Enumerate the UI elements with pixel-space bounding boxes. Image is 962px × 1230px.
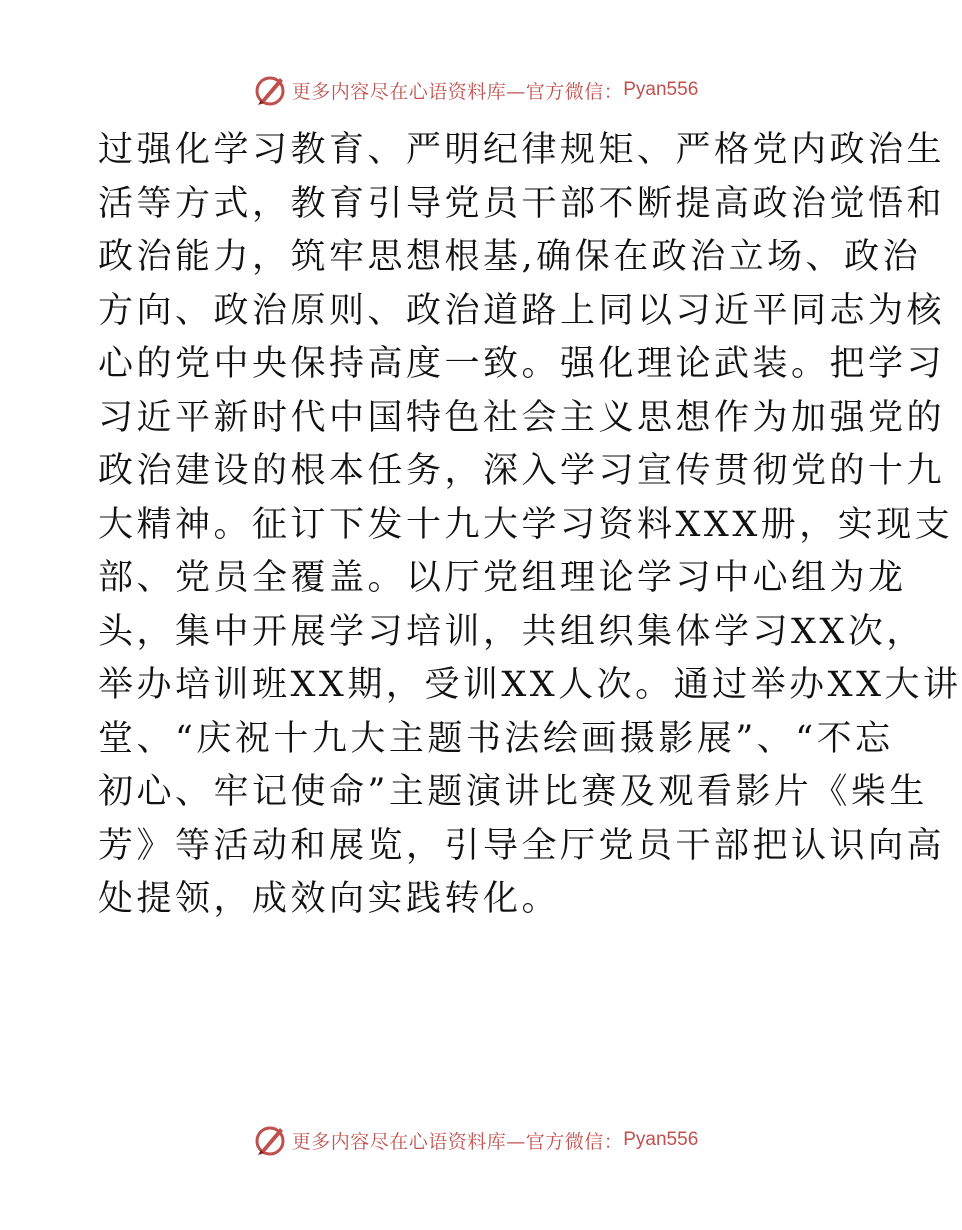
body-line: 初心、牢记使命”主题演讲比赛及观看影片《柴生 — [98, 772, 928, 812]
footer-watermark — [0, 1120, 950, 1160]
header-watermark — [0, 70, 950, 110]
body-line: 大精神。征订下发十九大学习资料XXX册，实现支 — [98, 504, 954, 545]
body-line: 方向、政治原则、政治道路上同以习近平同志为核 — [98, 290, 946, 331]
body-line: 头，集中开展学习培训，共组织集体学习XX次， — [98, 611, 925, 652]
body-line: 处提领，成效向实践转化。 — [98, 879, 561, 919]
watermark-text: 更多内容尽在心语资料库— — [291, 80, 526, 103]
body-line: 活等方式，教育引导党员干部不断提高政治觉悟和 — [98, 183, 946, 224]
body-line: 堂、“庆祝十九大主题书法绘画摄影展”、“不忘 — [98, 718, 894, 759]
body-line: 举办培训班XX期，受训XX人次。通过举办XX大讲 — [98, 665, 962, 705]
watermark-wechat-id: Pyan556 — [623, 1129, 699, 1150]
body-line: 政治建设的根本任务，深入学习宣传贯彻党的十九 — [98, 451, 946, 491]
quill-pen-circle-icon — [252, 72, 288, 108]
watermark-text: 更多内容尽在心语资料库— — [291, 1130, 526, 1153]
quill-pen-circle-icon — [252, 1122, 288, 1158]
document-body — [98, 124, 962, 927]
watermark-wechat-id: Pyan556 — [623, 79, 699, 100]
body-line: 过强化学习教育、严明纪律规矩、严格党内政治生 — [98, 130, 946, 170]
body-line: 心的党中央保持高度一致。强化理论武装。把学习 — [98, 344, 946, 384]
watermark-wechat-label: 官方微信： — [525, 80, 624, 103]
body-line: 政治能力，筑牢思想根基,确保在政治立场、政治 — [98, 237, 922, 277]
watermark-wechat-label: 官方微信： — [525, 1130, 624, 1153]
body-line: 部、党员全覆盖。以厅党组理论学习中心组为龙 — [98, 558, 907, 598]
body-line: 芳》等活动和展览，引导全厅党员干部把认识向高 — [98, 825, 946, 866]
body-line: 习近平新时代中国特色社会主义思想作为加强党的 — [98, 397, 946, 438]
